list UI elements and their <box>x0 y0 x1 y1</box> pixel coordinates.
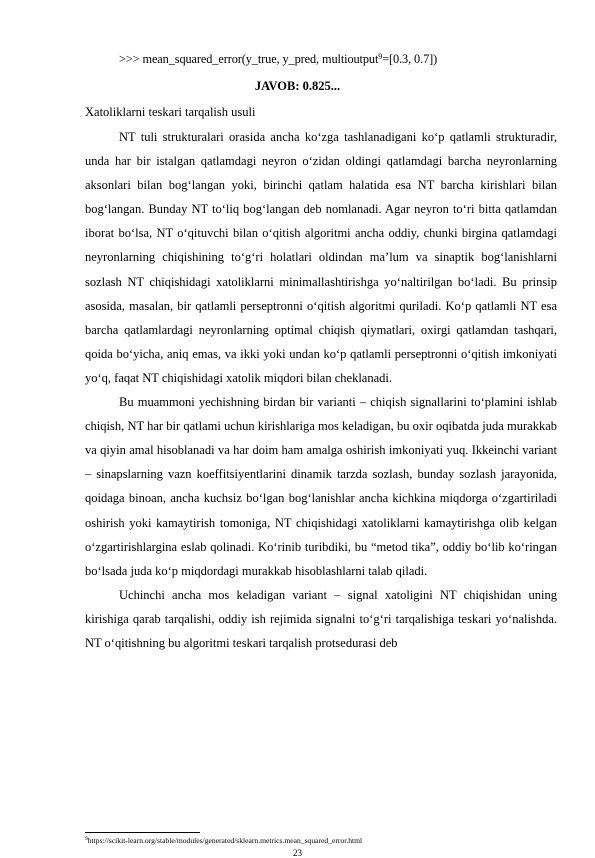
footnote <box>85 836 362 845</box>
code-text: >>> mean_squared_error(y_true, y_pred, multioutput <box>119 52 379 66</box>
paragraph-1: NT tuli strukturalari orasida ancha ko‘zga tashlanadigani ko‘p qatlamli strukturadir, unda har bir istalgan qatlamdagi neyron o‘zidan oldingi qatlamdagi barcha neyronlarning aksonlari bilan bog‘langan yoki, birinchi qatlam halatida esa NT barcha kirishlari bilan bog‘langan. Bunday NT to‘liq bog‘langan deb nomlanadi. Agar neyron to‘ri bitta qatlamdan iborat bo‘lsa, NT o‘qituvchi bilan o‘qitish algoritmi ancha oddiy, chunki birgina qatlamdagi neyronlarning chiqishining to‘g‘ri holatlari oldindan ma’lum va sinaptik bog‘lanishlarni sozlash NT chiqishidagi xatoliklarni minimallashtirishga yo‘naltirilgan bo‘ladi. Bu prinsip asosida, masalan, bir qatlamli perseptronni o‘qitish algoritmi quriladi. Ko‘p qatlamli NT esa barcha qatlamlardagi neyronlarning optimal chiqish qiymatlari, oxirgi qatlamdan tashqari, qoida bo‘yicha, aniq emas, va ikki yoki undan ko‘p qatlamli perseptronni o‘qitish imkoniyati yo‘q, faqat NT chiqishidagi xatolik miqdori bilan cheklanadi. <box>85 130 557 385</box>
code-example-line <box>119 52 437 67</box>
footnote-mark: 9 <box>85 836 88 842</box>
footnote-link[interactable]: https://scikit-learn.org/stable/modules/generated/sklearn.metrics.mean_squared_error.html <box>87 836 363 845</box>
page-number: 23 <box>293 848 302 858</box>
section-heading: Xatoliklarni teskari tarqalish usuli <box>85 105 256 119</box>
body-text <box>85 125 557 655</box>
paragraph-3: Uchinchi ancha mos keladigan variant – signal xatoligini NT chiqishidan uning kirishiga qarab tarqalishi, oddiy ish rejimida signalni to‘g‘ri tarqalishiga teskari yo‘nalishda. NT o‘qitishning bu algoritmi teskari tarqalish protsedurasi deb <box>85 587 557 650</box>
paragraph-2: Bu muammoni yechishning birdan bir varianti – chiqish signallarini to‘plamini ishlab chiqish, NT har bir qatlami uchun kirishlariga mos keladigan, bu oxir oqibatda juda murakkab va qiyin amal hisoblanadi va har doim ham amalga oshirish imkoniyati yuq. Ikkeinchi variant – sinapslarning vazn koeffitsiyentlarini dinamik tarzda sozlash, bunday sozlash jarayonida, qoidaga binoan, ancha kuchsiz bo‘lgan bog‘lanishlar ancha kichkina miqdorga o‘zgartiriladi oshirish yoki kamaytirish tomoniga, NT chiqishidagi xatoliklarni kamaytirishga olib kelgan o‘zgartirishlargina eslab qolinadi. Ko‘rinib turibdiki, bu “metod tika”, oddiy bo‘lib ko‘ringan bo‘lsada juda ko‘p miqdordagi murakkab hisoblashlarni talab qiladi. <box>85 395 557 578</box>
footnote-separator <box>85 832 200 833</box>
code-text-end: =[0.3, 0.7]) <box>382 52 438 66</box>
footnote-reference[interactable]: 9 <box>378 52 383 61</box>
answer-line: JAVOB: 0.825... <box>254 79 341 93</box>
